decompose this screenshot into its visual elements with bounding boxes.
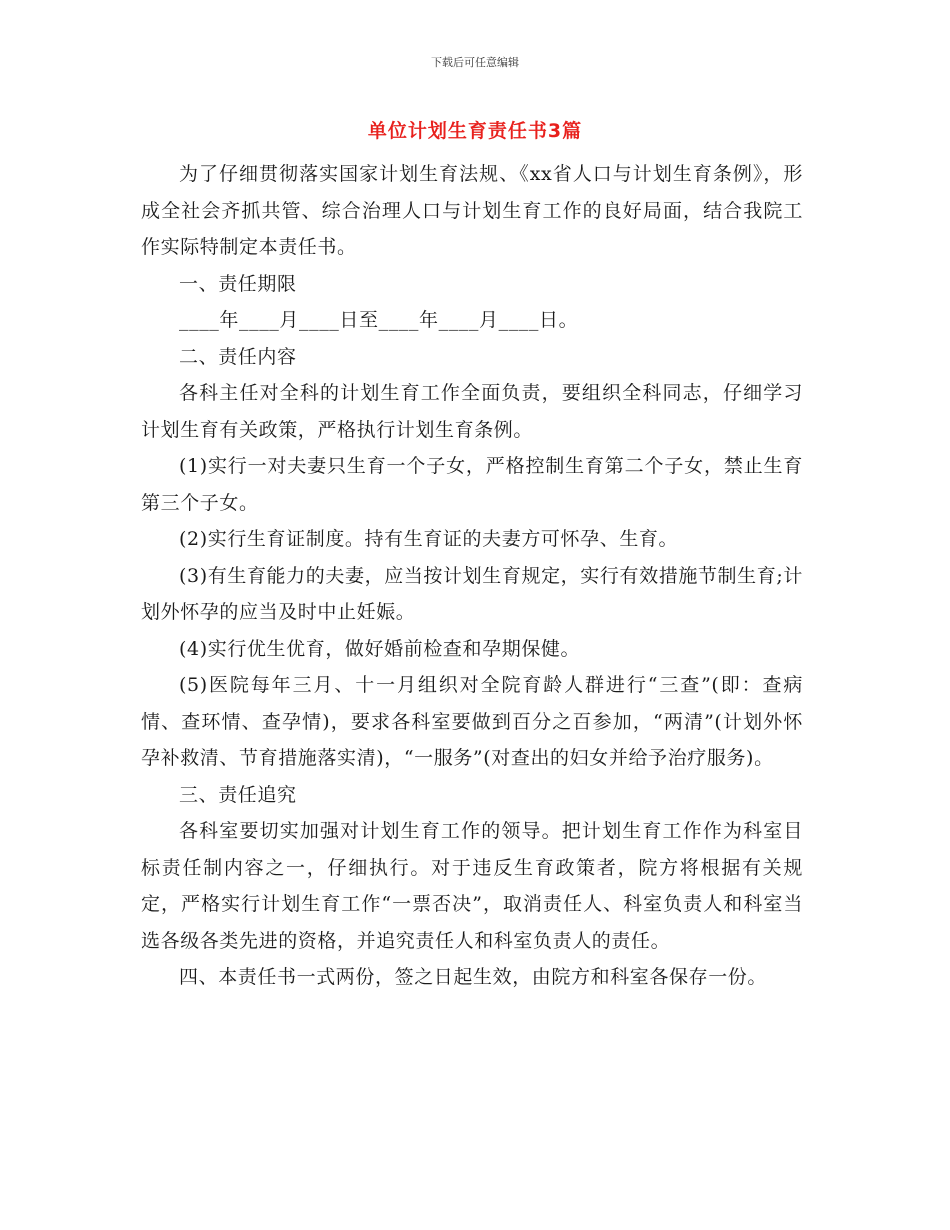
list-item-1: (1)实行一对夫妻只生育一个子女，严格控制生育第二个子女，禁止生育第三个子女。 [141, 455, 803, 514]
section-heading-accountability: 三、责任追究 [179, 783, 297, 806]
list-item-3: (3)有生育能力的夫妻，应当按计划生育规定，实行有效措施节制生育;计划外怀孕的应当及时中止妊娠。 [141, 564, 803, 623]
paragraph-date-range: ____年____月____日至____年____月____日。 [179, 309, 579, 331]
list-item-4: (4)实行优生优育，做好婚前检查和孕期保健。 [179, 637, 581, 660]
page-header-note: 下载后可任意编辑 [431, 56, 519, 69]
list-item-5: (5)医院每年三月、十一月组织对全院育龄人群进行“三查”(即：查病情、查环情、查孕情)，要求各科室要做到百分之百参加，“两清”(计划外怀孕补救清、节育措施落实清)，“一服务”(对查出的妇女并给予治疗服务)。 [141, 674, 803, 769]
document-body [141, 156, 803, 996]
paragraph-accountability: 各科室要切实加强对计划生育工作的领导。把计划生育工作作为科室目标责任制内容之一，仔细执行。对于违反生育政策者，院方将根据有关规定，严格实行计划生育工作“一票否决”，取消责任人、科室负责人和科室当选各级各类先进的资格，并追究责任人和科室负责人的责任。 [141, 820, 803, 952]
section-heading-content: 二、责任内容 [179, 345, 297, 368]
paragraph-content: 各科主任对全科的计划生育工作全面负责，要组织全科同志，仔细学习计划生育有关政策，严格执行计划生育条例。 [141, 382, 803, 441]
document-title: 单位计划生育责任书3篇 [367, 120, 583, 142]
paragraph-closing: 四、本责任书一式两份，签之日起生效，由院方和科室各保存一份。 [179, 966, 768, 988]
section-heading-term: 一、责任期限 [179, 272, 297, 295]
paragraph-intro: 为了仔细贯彻落实国家计划生育法规、《xx省人口与计划生育条例》，形成全社会齐抓共管、综合治理人口与计划生育工作的良好局面，结合我院工作实际特制定本责任书。 [141, 163, 803, 258]
list-item-2: (2)实行生育证制度。持有生育证的夫妻方可怀孕、生育。 [179, 528, 679, 550]
